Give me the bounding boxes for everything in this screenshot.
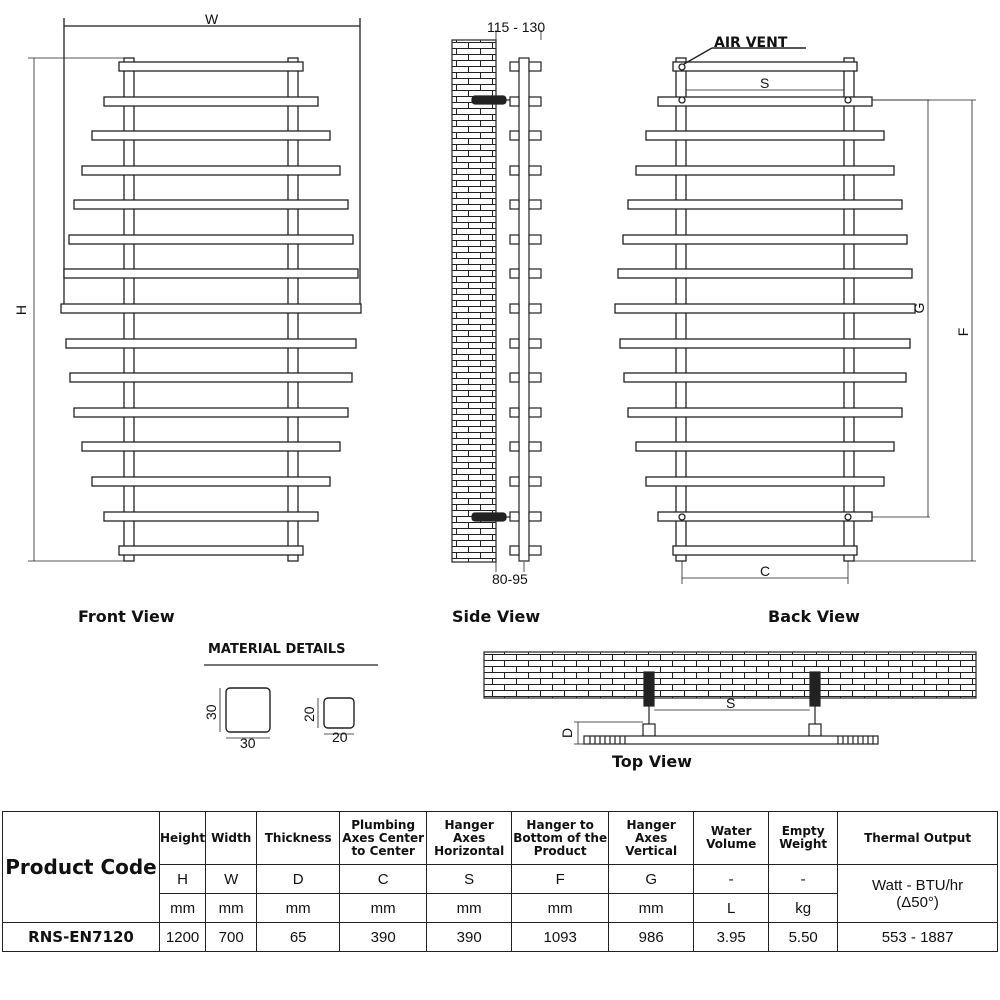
side-bar-end-4	[529, 166, 541, 175]
top-bracket-right	[810, 672, 820, 706]
hanger-point-bottom-right	[845, 514, 851, 520]
side-bar-end-9	[529, 339, 541, 348]
back-bar-8	[615, 304, 915, 313]
symbol-f: F	[512, 865, 609, 894]
side-bottom-dimension: 80-95	[492, 571, 528, 587]
front-bar-10	[70, 373, 352, 382]
col-header-thickness: Thickness	[257, 812, 340, 865]
side-bar-end-10	[529, 373, 541, 382]
front-bar-14	[104, 512, 318, 521]
side-brick-wall	[452, 40, 496, 562]
side-bar-end-rear-15	[510, 546, 519, 555]
top-brick-wall	[484, 652, 976, 698]
front-bar-11	[74, 408, 348, 417]
col-header-height: Height	[160, 812, 206, 865]
top-fitting-right	[809, 724, 821, 736]
front-bar-13	[92, 477, 330, 486]
back-bar-3	[646, 131, 884, 140]
back-bar-11	[628, 408, 902, 417]
symbol-c: C	[340, 865, 427, 894]
hanger-point-top-right	[845, 97, 851, 103]
col-header-hanger-horizontal: Hanger Axes Horizontal	[427, 812, 512, 865]
col-header-hanger-vertical: Hanger Axes Vertical	[609, 812, 694, 865]
value-height: 1200	[160, 923, 206, 952]
unit-water: L	[694, 894, 769, 923]
material-details-title: MATERIAL DETAILS	[208, 642, 346, 657]
back-bar-1	[673, 62, 857, 71]
top-d-dimension-label: D	[559, 727, 575, 738]
side-view-drawing	[452, 30, 541, 572]
unit-thickness: mm	[257, 894, 340, 923]
top-radiator-body	[584, 736, 878, 744]
material-details	[204, 665, 378, 738]
unit-height: mm	[160, 894, 206, 923]
side-bar-end-rear-2	[510, 97, 519, 106]
back-view-title: Back View	[768, 607, 860, 626]
hanger-point-bottom-left	[679, 514, 685, 520]
side-bar-end-11	[529, 408, 541, 417]
front-view-drawing	[28, 18, 361, 561]
side-top-dimension: 115 - 130	[487, 19, 546, 35]
top-s-dimension-label: S	[726, 695, 736, 711]
thermal-unit-line1: Watt - BTU/hr	[872, 876, 964, 894]
symbol-g: G	[609, 865, 694, 894]
back-bar-7	[618, 269, 912, 278]
side-bar-end-3	[529, 131, 541, 140]
side-bar-end-rear-8	[510, 304, 519, 313]
front-bar-5	[74, 200, 348, 209]
side-bar-end-rear-6	[510, 235, 519, 244]
side-bar-end-rear-4	[510, 166, 519, 175]
profile-20mm	[324, 698, 354, 728]
col-header-hanger-bottom: Hanger to Bottom of the Product	[512, 812, 609, 865]
side-bar-end-rear-5	[510, 200, 519, 209]
side-lower-bracket	[472, 513, 506, 521]
side-bar-end-1	[529, 62, 541, 71]
col-header-thermal: Thermal Output	[838, 812, 998, 865]
side-bar-end-rear-12	[510, 442, 519, 451]
product-code-value: RNS-EN7120	[3, 923, 160, 952]
side-bar-end-5	[529, 200, 541, 209]
value-width: 700	[206, 923, 257, 952]
unit-weight: kg	[769, 894, 838, 923]
side-bar-end-13	[529, 477, 541, 486]
front-bar-2	[104, 97, 318, 106]
profile-20-width-label: 20	[332, 729, 348, 745]
side-upper-bracket	[472, 96, 506, 104]
symbol-weight: -	[769, 865, 838, 894]
product-code-header-text: Product Code	[5, 855, 157, 879]
air-vent-point	[679, 64, 685, 70]
specification-table	[2, 811, 998, 952]
thermal-unit-line2: (Δ50°)	[896, 893, 939, 911]
front-bars	[61, 62, 361, 555]
front-bar-12	[82, 442, 340, 451]
value-plumbing: 390	[340, 923, 427, 952]
front-bar-6	[69, 235, 353, 244]
back-bar-6	[623, 235, 907, 244]
thermal-unit	[838, 865, 998, 923]
g-dimension-label: G	[911, 302, 927, 314]
back-bar-12	[636, 442, 894, 451]
side-bar-end-rear-13	[510, 477, 519, 486]
value-thickness: 65	[257, 923, 340, 952]
back-bar-14	[658, 512, 872, 521]
col-header-width: Width	[206, 812, 257, 865]
symbol-w: W	[206, 865, 257, 894]
air-vent-label: AIR VENT	[714, 35, 788, 51]
c-dimension-label: C	[760, 563, 771, 579]
front-bar-7	[64, 269, 358, 278]
back-bar-10	[624, 373, 906, 382]
top-fitting-left	[643, 724, 655, 736]
symbol-d: D	[257, 865, 340, 894]
value-weight: 5.50	[769, 923, 838, 952]
profile-30mm	[226, 688, 270, 732]
profile-20-height-label: 20	[301, 706, 317, 722]
front-bar-15	[119, 546, 303, 555]
side-bar-end-12	[529, 442, 541, 451]
back-bars	[615, 62, 915, 555]
value-hanger-bottom: 1093	[512, 923, 609, 952]
value-hanger-horizontal: 390	[427, 923, 512, 952]
symbol-h: H	[160, 865, 206, 894]
side-bar-end-7	[529, 269, 541, 278]
side-bar-end-8	[529, 304, 541, 313]
side-bar-end-2	[529, 97, 541, 106]
unit-width: mm	[206, 894, 257, 923]
unit-hanger-bottom: mm	[512, 894, 609, 923]
side-bar-end-rear-1	[510, 62, 519, 71]
side-bar-end-rear-7	[510, 269, 519, 278]
profile-30-width-label: 30	[240, 735, 256, 751]
h-dimension-label: H	[13, 304, 29, 316]
side-bar-end-14	[529, 512, 541, 521]
side-bar-end-rear-9	[510, 339, 519, 348]
s-dimension-label: S	[760, 75, 770, 91]
col-header-empty-weight: Empty Weight	[769, 812, 838, 865]
f-dimension-label: F	[955, 327, 971, 337]
front-view-title: Front View	[78, 607, 175, 626]
side-bar-end-rear-3	[510, 131, 519, 140]
col-header-water-volume: Water Volume	[694, 812, 769, 865]
side-bar-end-rear-10	[510, 373, 519, 382]
front-bar-8	[61, 304, 361, 313]
front-bar-4	[82, 166, 340, 175]
symbol-s: S	[427, 865, 512, 894]
symbol-water: -	[694, 865, 769, 894]
w-dimension-label: W	[205, 11, 219, 27]
back-bar-13	[646, 477, 884, 486]
side-bar-end-rear-11	[510, 408, 519, 417]
top-view-title: Top View	[612, 752, 693, 771]
product-code-header	[3, 812, 160, 923]
side-view-title: Side View	[452, 607, 541, 626]
front-bar-3	[92, 131, 330, 140]
back-bar-5	[628, 200, 902, 209]
value-thermal: 553 - 1887	[838, 923, 998, 952]
back-view-drawing	[615, 48, 976, 584]
side-bar-end-15	[529, 546, 541, 555]
value-water: 3.95	[694, 923, 769, 952]
unit-plumbing: mm	[340, 894, 427, 923]
back-bar-15	[673, 546, 857, 555]
back-bar-2	[658, 97, 872, 106]
back-bar-4	[636, 166, 894, 175]
front-bar-1	[119, 62, 303, 71]
value-hanger-vertical: 986	[609, 923, 694, 952]
unit-hanger-vertical: mm	[609, 894, 694, 923]
side-upright	[519, 58, 529, 561]
back-bar-9	[620, 339, 910, 348]
top-bracket-left	[644, 672, 654, 706]
side-bar-end-rear-14	[510, 512, 519, 521]
hanger-point-top-left	[679, 97, 685, 103]
col-header-plumbing: Plumbing Axes Center to Center	[340, 812, 427, 865]
profile-30-height-label: 30	[203, 704, 219, 720]
front-bar-9	[66, 339, 356, 348]
side-bar-end-6	[529, 235, 541, 244]
unit-hanger-horizontal: mm	[427, 894, 512, 923]
